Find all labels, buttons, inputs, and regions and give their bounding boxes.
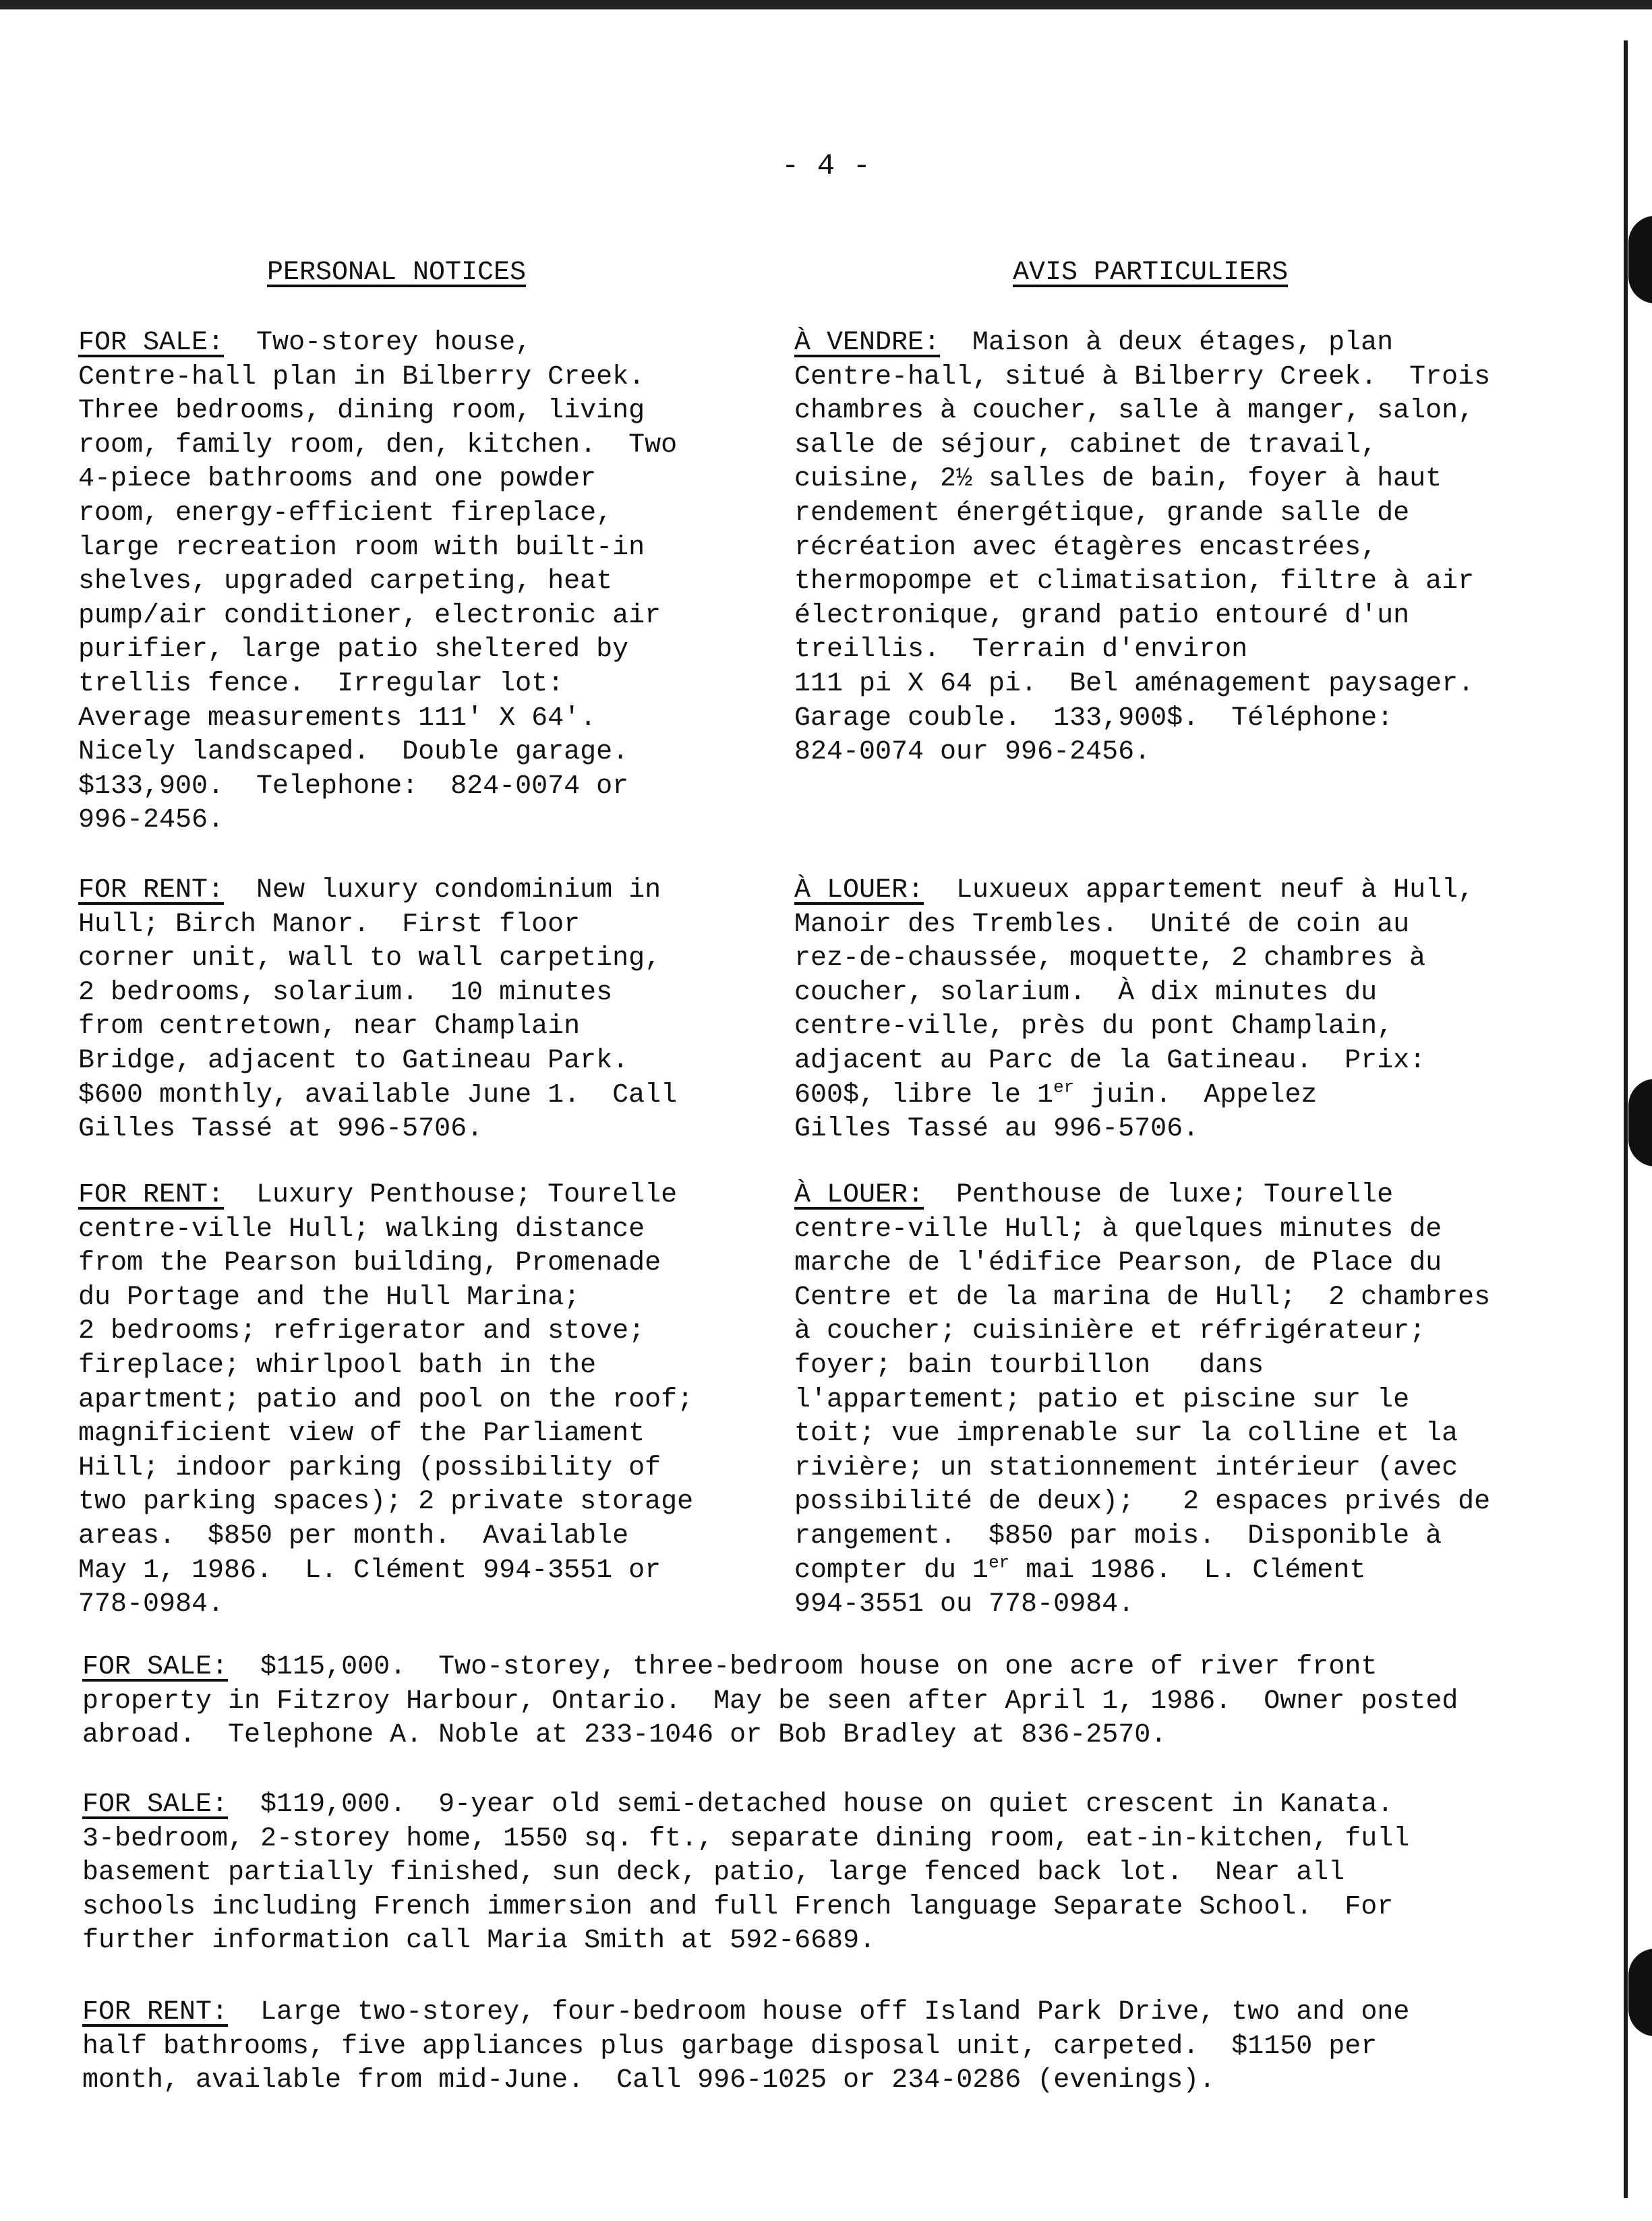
notice-line: FOR RENT: Large two-storey, four-bedroom house off Island Park Drive, two and one [82,1997,1410,2027]
notice-line: salle de séjour, cabinet de travail, [794,430,1378,461]
notice-line: thermopompe et climatisation, filtre à air [794,566,1475,597]
notice-label: À LOUER: [794,1180,924,1210]
notice-line: 2 bedrooms, solarium. 10 minutes [78,977,613,1008]
notice-line: FOR SALE: Two-storey house, [78,328,532,358]
punch-hole [1628,216,1652,303]
notice-line: Gilles Tassé au 996-5706. [794,1114,1200,1145]
notice-line: foyer; bain tourbillon dans [794,1350,1264,1381]
notice-line: Nicely landscaped. Double garage. [78,737,629,768]
notice-line: magnificient view of the Parliament [78,1419,645,1450]
notice-line: from the Pearson building, Promenade [78,1248,661,1279]
notice-en-2 [78,874,753,1147]
notice-line: Bridge, adjacent to Gatineau Park. [78,1045,629,1076]
notice-line: shelves, upgraded carpeting, heat [78,566,613,597]
notice-line: Three bedrooms, dining room, living [78,396,645,427]
notice-line: half bathrooms, five appliances plus garbage disposal unit, carpeted. $1150 per [82,2031,1378,2062]
notice-line: récréation avec étagères encastrées, [794,532,1378,563]
notice-line: toit; vue imprenable sur la colline et la [794,1419,1458,1450]
binding-rule [1624,40,1628,2198]
notice-line: adjacent au Parc de la Gatineau. Prix: [794,1045,1426,1076]
notice-full-3 [82,1996,1545,2098]
notice-line: Hill; indoor parking (possibility of [78,1452,661,1483]
notice-en-1 [78,326,753,838]
notice-line: 2 bedrooms; refrigerator and stove; [78,1316,645,1347]
notice-line: fireplace; whirlpool bath in the [78,1350,597,1381]
notice-line: abroad. Telephone A. Noble at 233-1046 or Bob Bradley at 836-2570. [82,1720,1167,1751]
notice-line: schools including French immersion and full French language Separate School. For [82,1891,1394,1922]
notice-line: électronique, grand patio entouré d'un [794,600,1410,631]
notice-label: À VENDRE: [794,328,941,358]
notice-line: à coucher; cuisinière et réfrigérateur; [794,1316,1426,1347]
heading-personal-notices: PERSONAL NOTICES [267,258,527,288]
notice-line: rangement. $850 par mois. Disponible à [794,1520,1442,1551]
notice-line: cuisine, 2½ salles de bain, foyer à haut [794,464,1442,495]
notice-line: Centre et de la marina de Hull; 2 chambres [794,1282,1491,1313]
notice-label: FOR SALE: [82,1789,229,1820]
notice-full-2 [82,1788,1545,1959]
heading-avis-particuliers: AVIS PARTICULIERS [1013,258,1289,288]
notice-line: Average measurements 111' X 64'. [78,703,597,734]
notice-fr-1 [794,326,1536,770]
notice-line: marche de l'édifice Pearson, de Place du [794,1248,1442,1279]
notice-line: 4-piece bathrooms and one powder [78,464,597,495]
notice-line: chambres à coucher, salle à manger, salon, [794,396,1475,427]
notice-line: coucher, solarium. À dix minutes du [794,977,1378,1008]
notice-label: FOR SALE: [82,1652,229,1682]
notice-line: $133,900. Telephone: 824-0074 or [78,771,629,802]
notice-fr-2 [794,874,1536,1147]
notice-line: Garage couble. 133,900$. Téléphone: [794,703,1394,734]
notice-line: trellis fence. Irregular lot: [78,668,564,699]
notice-line: 111 pi X 64 pi. Bel aménagement paysager. [794,668,1475,699]
notice-line: Hull; Birch Manor. First floor [78,909,581,940]
notice-line: from centretown, near Champlain [78,1011,581,1042]
notice-line: apartment; patio and pool on the roof; [78,1384,694,1415]
notice-label: FOR RENT: [78,1180,225,1210]
notice-line: Centre-hall, situé à Bilberry Creek. Trois [794,361,1491,392]
notice-line: purifier, large patio sheltered by [78,634,629,665]
scan-edge [0,0,1652,9]
notice-line: Manoir des Trembles. Unité de coin au [794,909,1410,940]
notice-line: À LOUER: Penthouse de luxe; Tourelle [794,1180,1394,1210]
punch-hole [1628,1079,1652,1166]
notice-label: FOR SALE: [78,328,225,358]
notice-line: centre-ville Hull; walking distance [78,1214,645,1245]
notice-fr-3 [794,1179,1536,1622]
notice-line: room, family room, den, kitchen. Two [78,430,678,461]
punch-hole [1628,1949,1652,2036]
notice-line: FOR RENT: Luxury Penthouse; Tourelle [78,1180,678,1210]
notice-line: FOR SALE: $119,000. 9-year old semi-detached house on quiet crescent in Kanata. [82,1789,1394,1820]
notice-line: large recreation room with built-in [78,532,645,563]
notice-line: room, energy-efficient fireplace, [78,498,613,529]
notice-line: property in Fitzroy Harbour, Ontario. May be seen after April 1, 1986. Owner posted [82,1686,1458,1717]
notice-line: du Portage and the Hull Marina; [78,1282,581,1313]
notice-line: 778-0984. [78,1589,225,1620]
notice-full-1 [82,1651,1545,1753]
notice-line: possibilité de deux); 2 espaces privés de [794,1487,1491,1518]
notice-line: FOR RENT: New luxury condominium in [78,875,661,906]
notice-line: centre-ville, près du pont Champlain, [794,1011,1394,1042]
notice-line: Centre-hall plan in Bilberry Creek. [78,361,645,392]
notice-line: $600 monthly, available June 1. Call [78,1079,678,1110]
notice-line: 600$, libre le 1er juin. Appelez [794,1077,1318,1110]
notice-line: rez-de-chaussée, moquette, 2 chambres à [794,943,1426,974]
notice-line: 3-bedroom, 2-storey home, 1550 sq. ft., separate dining room, eat-in-kitchen, full [82,1823,1410,1854]
notice-en-3 [78,1179,753,1622]
notice-line: month, available from mid-June. Call 996-1025 or 234-0286 (evenings). [82,2065,1216,2096]
notice-line: rivière; un stationnement intérieur (avec [794,1452,1458,1483]
notice-line: May 1, 1986. L. Clément 994-3551 or [78,1555,661,1586]
notice-label: À LOUER: [794,875,924,906]
notice-line: centre-ville Hull; à quelques minutes de [794,1214,1442,1245]
notice-line: two parking spaces); 2 private storage [78,1487,694,1518]
notice-line: l'appartement; patio et piscine sur le [794,1384,1410,1415]
notice-line: 996-2456. [78,805,225,836]
notice-line: FOR SALE: $115,000. Two-storey, three-bedroom house on one acre of river front [82,1652,1378,1682]
notice-line: À LOUER: Luxueux appartement neuf à Hull, [794,875,1475,906]
notice-line: compter du 1er mai 1986. L. Clément [794,1552,1366,1586]
notice-line: 824-0074 our 996-2456. [794,737,1151,768]
notice-line: further information call Maria Smith at 592-6689. [82,1926,876,1957]
notice-line: corner unit, wall to wall carpeting, [78,943,661,974]
notice-line: 994-3551 ou 778-0984. [794,1589,1135,1620]
notice-line: rendement énergétique, grande salle de [794,498,1410,529]
notice-label: FOR RENT: [78,875,225,906]
notice-line: pump/air conditioner, electronic air [78,600,661,631]
notice-line: À VENDRE: Maison à deux étages, plan [794,328,1394,358]
notice-line: basement partially finished, sun deck, patio, large fenced back lot. Near all [82,1858,1345,1889]
notice-line: treillis. Terrain d'environ [794,634,1248,665]
notice-label: FOR RENT: [82,1997,229,2027]
notice-line: areas. $850 per month. Available [78,1520,629,1551]
notice-line: Gilles Tassé at 996-5706. [78,1114,483,1145]
page-number: - 4 - [781,150,871,183]
